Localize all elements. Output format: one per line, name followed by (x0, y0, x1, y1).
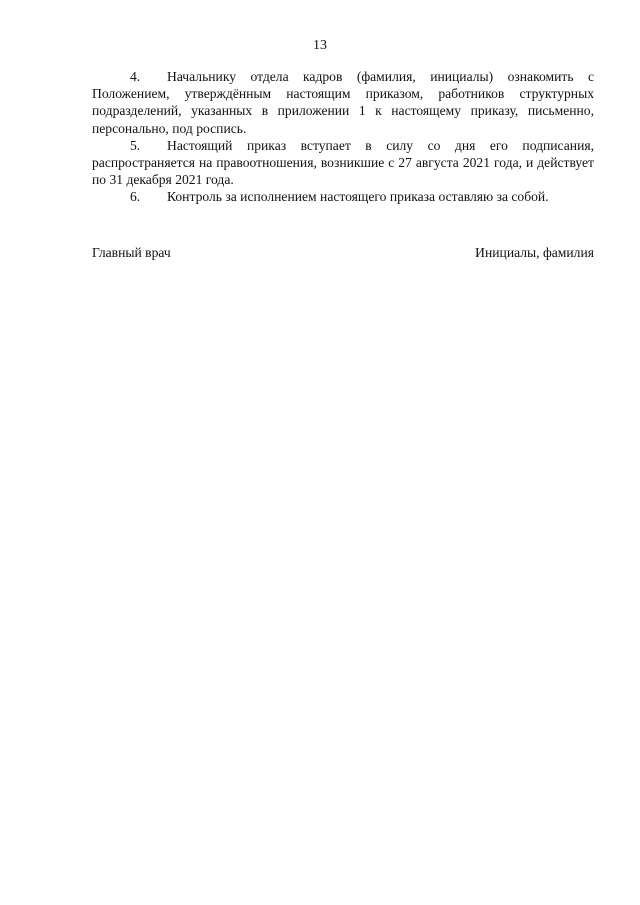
paragraph-number: 6. (130, 189, 141, 205)
paragraph-6 (92, 188, 594, 205)
page-number: 13 (313, 38, 327, 53)
signatory-position: Главный врач (92, 245, 171, 260)
paragraph-text: Настоящий приказ вступает в силу со дня его подписания, распространяется на правоотношения, возникшие с 27 августа 2021 года, и действует по 31 декабря 2021 года. (92, 137, 594, 188)
paragraph-text: Начальнику отдела кадров (фамилия, инициалы) ознакомить с Положением, утверждённым настоящим приказом, работников структурных подразделений, указанных в приложении 1 к настоящему приказу, письменно, персонально, под роспись. (92, 69, 594, 136)
paragraph-4 (92, 68, 594, 137)
paragraph-number: 4. (130, 69, 141, 84)
paragraph-text: Контроль за исполнением настоящего приказа оставляю за собой. (167, 189, 549, 205)
paragraph-number: 5. (130, 137, 141, 153)
document-body (92, 68, 594, 206)
signature-block (92, 245, 594, 261)
paragraph-5 (92, 137, 594, 189)
signatory-name: Инициалы, фамилия (475, 245, 594, 260)
